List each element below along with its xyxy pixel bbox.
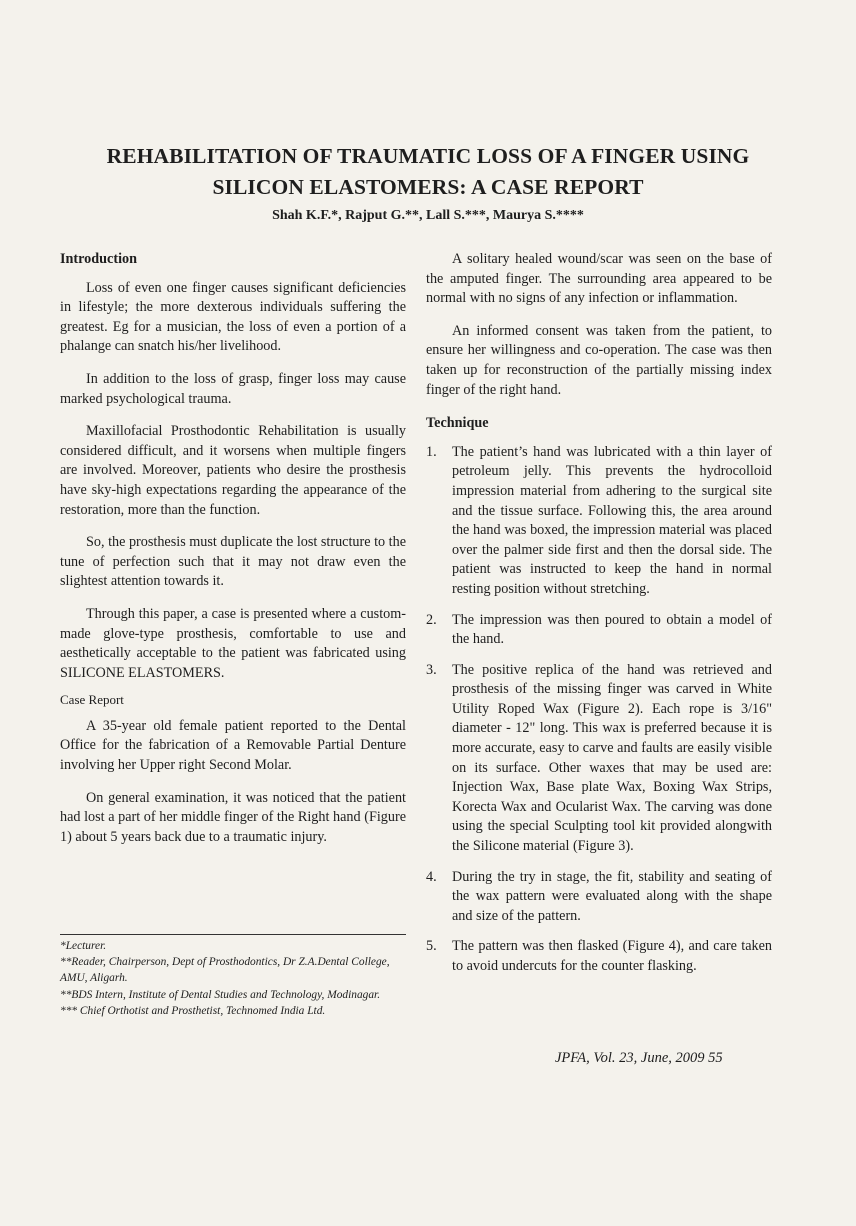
step-number: 4.: [426, 868, 437, 885]
case-paragraph: A 35-year old female patient reported to the Dental Office for the fabrication of a Removable Partial Denture involving her Upper right Second Molar.: [60, 717, 406, 774]
technique-step: [426, 661, 772, 857]
step-number: 2.: [426, 611, 437, 628]
footnotes: [60, 938, 406, 1019]
step-number: 5.: [426, 938, 437, 955]
footnote-divider: [60, 934, 406, 935]
technique-step: [426, 611, 772, 650]
case-report-heading: Case Report: [60, 692, 124, 708]
intro-paragraph: Loss of even one finger causes significant deficiencies in lifestyle; the more dexterous individuals suffering the greatest. Eg for a musician, the loss of even a portion of a phalange can snatch his/her livelihood.: [60, 279, 406, 355]
case-paragraph: On general examination, it was noticed that the patient had lost a part of her middle finger of the Right hand (Figure 1) about 5 years back due to a traumatic injury.: [60, 789, 406, 845]
step-number: 1.: [426, 443, 437, 460]
step-text: During the try in stage, the fit, stability and seating of the wax pattern were evaluated along with the shape and size of the pattern.: [452, 868, 772, 924]
step-text: The positive replica of the hand was retrieved and prosthesis of the missing finger was carved in White Utility Roped Wax (Figure 2). Each rope is 3/16" diameter - 12" long. This wax is preferred because it is more accurate, easy to carve and faults are easily visible on its surface. Other waxes that may be used are: Injection Wax, Base plate Wax, Boxing Wax Strips, Korecta Wax and Ocularist Wax. The carving was done using the special Sculpting tool kit provided alongwith the Silicone material (Figure 3).: [452, 661, 772, 855]
journal-footer: JPFA, Vol. 23, June, 2009 55: [555, 1050, 723, 1066]
intro-paragraph: Through this paper, a case is presented where a custom-made glove-type prosthesis, comfortable to use and aesthetically acceptable to the patient was fabricated using SILICONE ELASTOMERS.: [60, 605, 406, 681]
left-column: [60, 250, 406, 847]
footnote: **Reader, Chairperson, Dept of Prosthodontics, Dr Z.A.Dental College, AMU, Aligarh.: [60, 956, 390, 985]
footnote: *Lecturer.: [60, 940, 107, 952]
intro-paragraph: In addition to the loss of grasp, finger loss may cause marked psychological trauma.: [60, 370, 406, 407]
article-title: [40, 141, 816, 203]
footnote: **BDS Intern, Institute of Dental Studies and Technology, Modinagar.: [60, 988, 381, 1001]
body-paragraph: An informed consent was taken from the patient, to ensure her willingness and co-operation. The case was then taken up for reconstruction of the partially missing index finger of the right hand.: [426, 322, 772, 398]
step-text: The impression was then poured to obtain a model of the hand.: [452, 611, 772, 648]
footnote: *** Chief Orthotist and Prosthetist, Technomed India Ltd.: [60, 1004, 326, 1017]
title-line-2: SILICON ELASTOMERS: A CASE REPORT: [212, 175, 644, 199]
intro-paragraph: So, the prosthesis must duplicate the lost structure to the tune of perfection such that it may not draw even the slightest attention towards it.: [60, 534, 406, 590]
right-column: [426, 250, 772, 988]
body-paragraph: A solitary healed wound/scar was seen on the base of the amputed finger. The surrounding area appeared to be normal with no signs of any infection or inflammation.: [426, 251, 772, 307]
technique-steps: [426, 443, 772, 977]
technique-heading: Technique: [426, 415, 489, 432]
intro-paragraph: Maxillofacial Prosthodontic Rehabilitation is usually considered difficult, and it worsens when multiple fingers are involved. Moreover, patients who desire the prosthesis have sky-high expectations regarding the appearance of the restoration, more than the function.: [60, 423, 406, 518]
title-line-1: REHABILITATION OF TRAUMATIC LOSS OF A FINGER USING: [106, 144, 750, 168]
technique-step: [426, 868, 772, 927]
introduction-heading: Introduction: [60, 251, 137, 267]
step-text: The patient’s hand was lubricated with a thin layer of petroleum jelly. This prevents the hydrocolloid impression material from adhering to the surgical site and the tissue surface. Following this, the area around the hand was boxed, the impression material was placed over the palmer side first and then the dorsal side. The patient was instructed to keep the hand in normal resting position without stretching.: [452, 443, 772, 597]
technique-step: [426, 443, 772, 600]
step-text: The pattern was then flasked (Figure 4), and care taken to avoid undercuts for the counter flasking.: [452, 938, 772, 974]
technique-step: [426, 937, 772, 976]
author-list: Shah K.F.*, Rajput G.**, Lall S.***, Maurya S.****: [272, 208, 584, 223]
step-number: 3.: [426, 661, 437, 678]
